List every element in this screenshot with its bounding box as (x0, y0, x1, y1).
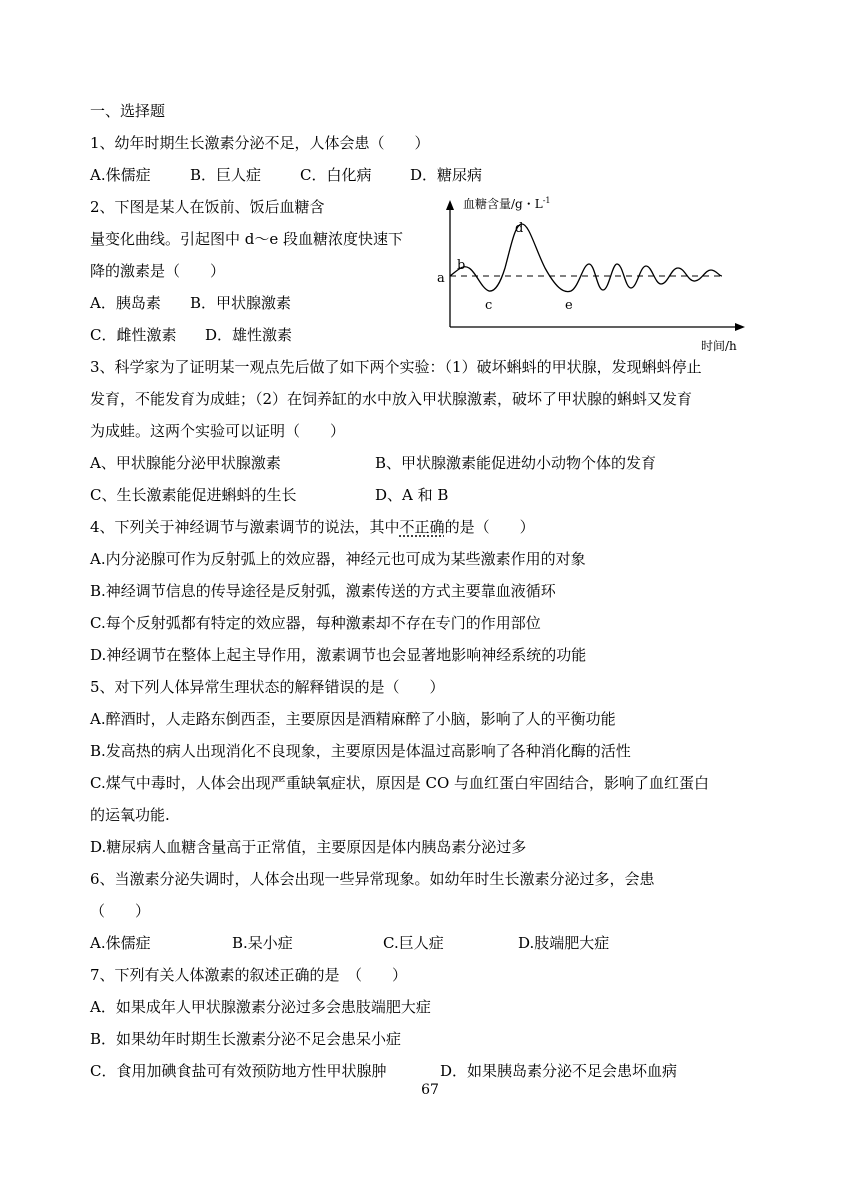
question-6-option-a: A.侏儒症 (90, 934, 151, 952)
question-7-option-b: B．如果幼年时期生长激素分泌不足会患呆小症 (90, 1030, 402, 1048)
question-6-option-b: B.呆小症 (232, 934, 293, 952)
x-axis-label: 时间/h (701, 339, 737, 353)
question-1-option-c: C．白化病 (300, 166, 372, 184)
question-3-option-a: A、甲状腺能分泌甲状腺激素 (90, 454, 281, 472)
question-6-stem-line-1: 6、当激素分泌失调时，人体会出现一些异常现象。如幼年时生长激素分泌过多，会患 (90, 870, 655, 888)
question-4-stem (90, 518, 535, 536)
question-3-stem-line-3: 为成蛙。这两个实验可以证明（ ） (90, 422, 346, 440)
question-2-option-c: C．雌性激素 (90, 326, 177, 344)
question-2-stem-line-3: 降的激素是（ ） (90, 262, 226, 280)
question-6-stem-line-2: （ ） (90, 902, 151, 920)
question-5-option-a: A.醉酒时，人走路东倒西歪，主要原因是酒精麻醉了小脑，影响了人的平衡功能 (90, 710, 616, 728)
point-label-d: d (515, 221, 524, 236)
question-2-option-b: B．甲状腺激素 (190, 294, 292, 312)
question-5-stem: 5、对下列人体异常生理状态的解释错误的是（ ） (90, 678, 445, 696)
question-2-option-a: A．胰岛素 (90, 294, 161, 312)
page-number: 67 (421, 1082, 439, 1098)
question-1-option-b: B．巨人症 (190, 166, 262, 184)
question-4-stem-before: 4、下列关于神经调节与激素调节的说法，其中 (90, 518, 400, 536)
y-axis-label: 血糖含量/g・$L^{-1}$ (463, 196, 551, 211)
question-4-option-a: A.内分泌腺可作为反射弧上的效应器，神经元也可成为某些激素作用的对象 (90, 550, 586, 568)
question-4-option-b: B.神经调节信息的传导途径是反射弧，激素传送的方式主要靠血液循环 (90, 582, 556, 600)
question-7-option-d: D．如果胰岛素分泌不足会患坏血病 (440, 1062, 678, 1080)
question-2-option-d: D．雄性激素 (205, 326, 293, 344)
question-3-stem-line-2: 发育，不能发育为成蛙；（2）在饲养缸的水中放入甲状腺激素，破坏了甲状腺的蝌蚪又发育 (90, 390, 693, 408)
blood-sugar-figure (425, 190, 755, 355)
question-7-stem: 7、下列有关人体激素的叙述正确的是 （ ） (90, 966, 408, 984)
point-label-b: b (457, 258, 466, 273)
question-5-option-b: B.发高热的病人出现消化不良现象，主要原因是体温过高影响了各种消化酶的活性 (90, 742, 631, 760)
question-3-stem-line-1: 3、科学家为了证明某一观点先后做了如下两个实验：（1）破坏蝌蚪的甲状腺，发现蝌蚪停止 (90, 358, 702, 376)
question-4-option-c: C.每个反射弧都有特定的效应器，每种激素却不存在专门的作用部位 (90, 614, 541, 632)
question-1-option-a: A.侏儒症 (90, 166, 151, 184)
question-3-option-b: B、甲状腺激素能促进幼小动物个体的发育 (375, 454, 657, 472)
question-3-option-c: C、生长激素能促进蝌蚪的生长 (90, 486, 297, 504)
question-4-stem-after: 的是（ ） (444, 518, 535, 536)
x-axis-arrow (735, 323, 745, 331)
point-label-c: c (485, 298, 493, 313)
question-7-option-c: C．食用加碘食盐可有效预防地方性甲状腺肿 (90, 1062, 387, 1080)
question-5-option-c: C.煤气中毒时，人体会出现严重缺氧症状，原因是 CO 与血红蛋白牢固结合，影响了血红蛋白 (90, 774, 710, 792)
question-6-option-d: D.肢端肥大症 (518, 934, 610, 952)
question-5-option-d: D.糖尿病人血糖含量高于正常值，主要原因是体内胰岛素分泌过多 (90, 838, 527, 856)
question-2-stem-line-1: 2、下图是某人在饭前、饭后血糖含 (90, 198, 325, 216)
point-label-a: a (437, 271, 445, 286)
question-4-stem-emphasis: 不正确 (399, 518, 445, 536)
blood-sugar-curve (450, 224, 722, 292)
question-1-option-d: D．糖尿病 (410, 166, 483, 184)
question-2-stem-line-2: 量变化曲线。引起图中 d～e 段血糖浓度快速下 (90, 230, 404, 248)
question-3-option-d: D、A 和 B (375, 486, 449, 504)
point-label-e: e (565, 298, 573, 313)
question-5-option-c-continued: 的运氧功能. (90, 806, 170, 824)
question-4-option-d: D.神经调节在整体上起主导作用，激素调节也会显著地影响神经系统的功能 (90, 646, 587, 664)
question-1-stem: 1、幼年时期生长激素分泌不足，人体会患（ ） (90, 134, 430, 152)
question-7-option-a: A．如果成年人甲状腺激素分泌过多会患肢端肥大症 (90, 998, 431, 1016)
y-axis-arrow (446, 200, 454, 210)
section-title: 一、选择题 (90, 102, 166, 120)
question-6-option-c: C.巨人症 (383, 934, 444, 952)
